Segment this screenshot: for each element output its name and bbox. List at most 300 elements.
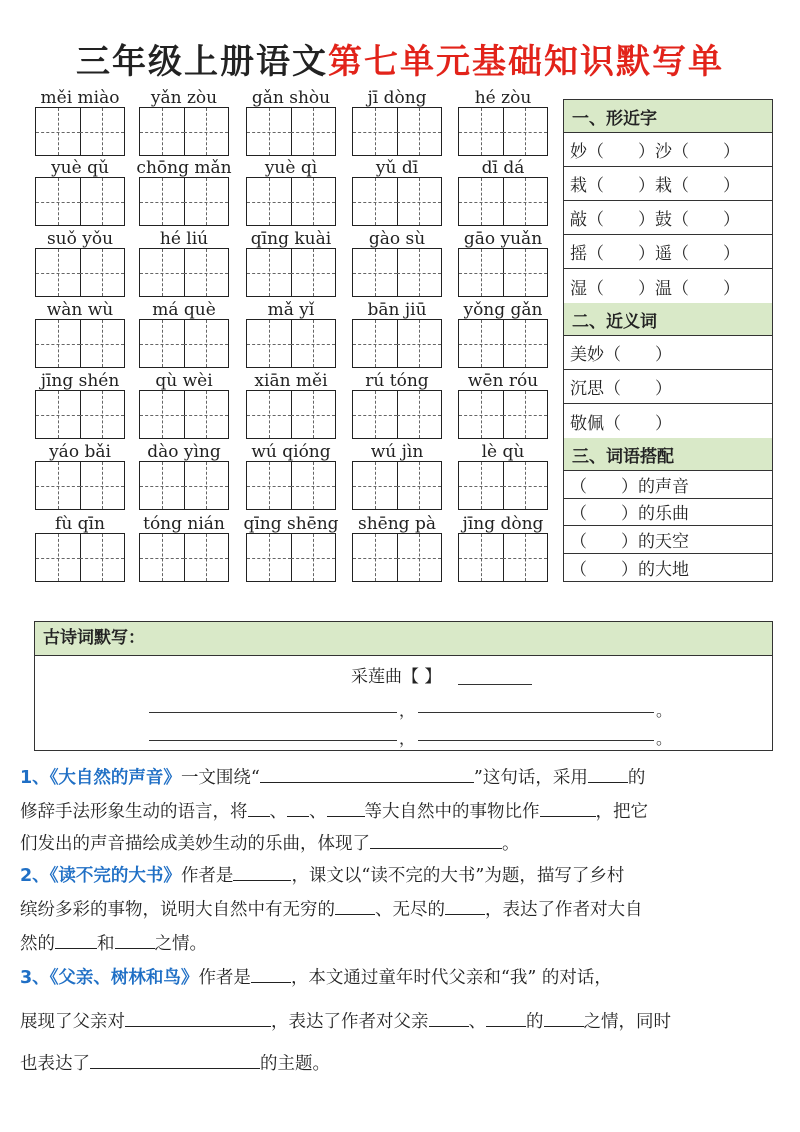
- writing-cell[interactable]: [291, 108, 335, 155]
- writing-cell[interactable]: [140, 462, 185, 509]
- poem-title-blank[interactable]: [458, 684, 532, 685]
- writing-cell[interactable]: [80, 391, 124, 438]
- writing-cell[interactable]: [291, 534, 335, 581]
- writing-cell[interactable]: [247, 320, 292, 367]
- writing-box[interactable]: [246, 248, 336, 297]
- pinyin-label: xiān měi: [254, 371, 328, 391]
- grid-guide: [36, 202, 80, 203]
- writing-cell[interactable]: [184, 178, 228, 225]
- pinyin-label: qīng kuài: [250, 229, 332, 249]
- grid-guide: [291, 415, 335, 416]
- q2-blank-infinite[interactable]: [335, 896, 375, 915]
- grid-guide: [247, 132, 291, 133]
- writing-cell[interactable]: [503, 391, 547, 438]
- writing-box[interactable]: [35, 248, 125, 297]
- grid-guide: [459, 415, 503, 416]
- q2-text: 缤纷多彩的事物，说明大自然中有无穷的: [20, 900, 335, 920]
- writing-box[interactable]: [35, 461, 125, 510]
- writing-cell[interactable]: [353, 178, 398, 225]
- writing-cell[interactable]: [80, 462, 124, 509]
- similar-char-row[interactable]: 妙（ ）沙（ ）: [564, 133, 772, 167]
- right-table: [563, 99, 773, 582]
- writing-cell[interactable]: [140, 178, 185, 225]
- grid-guide: [291, 132, 335, 133]
- writing-cell[interactable]: [247, 178, 292, 225]
- writing-box[interactable]: [35, 177, 125, 226]
- grid-guide: [140, 486, 184, 487]
- writing-cell[interactable]: [80, 108, 124, 155]
- writing-cell[interactable]: [353, 249, 398, 296]
- word-match-row[interactable]: （ ）的乐曲: [564, 499, 772, 527]
- grid-guide: [36, 486, 80, 487]
- q1-blank-thing-1[interactable]: [248, 798, 270, 817]
- writing-cell[interactable]: [291, 178, 335, 225]
- grid-guide: [80, 558, 124, 559]
- writing-cell[interactable]: [140, 391, 185, 438]
- grid-guide: [247, 558, 291, 559]
- pinyin-label: bān jiū: [367, 300, 427, 320]
- q1-blank-thing-2[interactable]: [287, 798, 309, 817]
- writing-box[interactable]: [139, 177, 229, 226]
- grid-guide: [353, 344, 397, 345]
- question-1-number: 1、: [20, 768, 50, 788]
- grid-guide: [140, 558, 184, 559]
- grid-guide: [397, 415, 441, 416]
- grid-guide: [503, 558, 547, 559]
- grid-guide: [36, 273, 80, 274]
- grid-guide: [36, 415, 80, 416]
- similar-char-row[interactable]: 敲（ ）鼓（ ）: [564, 201, 772, 235]
- writing-cell[interactable]: [140, 108, 185, 155]
- q2-text: 然的: [20, 934, 55, 954]
- grid-guide: [397, 202, 441, 203]
- grid-guide: [353, 415, 397, 416]
- writing-cell[interactable]: [140, 249, 185, 296]
- grid-guide: [291, 486, 335, 487]
- writing-box[interactable]: [35, 107, 125, 156]
- writing-cell[interactable]: [36, 249, 81, 296]
- section-synonyms-title: 二、近义词: [564, 303, 772, 336]
- writing-box[interactable]: [35, 533, 125, 582]
- q1-blank-compare[interactable]: [540, 798, 596, 817]
- q1-text: 的: [627, 768, 646, 788]
- writing-cell[interactable]: [184, 534, 228, 581]
- writing-cell[interactable]: [503, 178, 547, 225]
- writing-cell[interactable]: [459, 391, 504, 438]
- pinyin-label: jīng dòng: [462, 514, 544, 534]
- writing-cell[interactable]: [397, 178, 441, 225]
- pinyin-label: shēng pà: [358, 514, 436, 534]
- writing-box[interactable]: [458, 533, 548, 582]
- pinyin-label: yǔ dī: [375, 158, 419, 178]
- grid-guide: [503, 132, 547, 133]
- question-2-title: 《读不完的大书》: [49, 866, 181, 886]
- question-3-line-3: [20, 1050, 790, 1075]
- pinyin-label: měi miào: [40, 88, 120, 108]
- section-word-match-title: 三、词语搭配: [564, 438, 772, 471]
- synonym-row[interactable]: 沉思（ ）: [564, 370, 772, 404]
- writing-box[interactable]: [139, 533, 229, 582]
- pinyin-label: qīng shēng: [243, 514, 339, 534]
- pinyin-label: hé zòu: [474, 88, 532, 108]
- grid-guide: [397, 344, 441, 345]
- pinyin-label: tóng nián: [143, 514, 225, 534]
- q2-blank-author[interactable]: [233, 862, 291, 881]
- pinyin-label: wēn róu: [467, 371, 539, 391]
- writing-cell[interactable]: [503, 108, 547, 155]
- writing-cell[interactable]: [36, 320, 81, 367]
- grid-guide: [184, 273, 228, 274]
- writing-cell[interactable]: [353, 108, 398, 155]
- grid-guide: [397, 273, 441, 274]
- pinyin-label: má què: [152, 300, 216, 320]
- pinyin-label: dī dá: [481, 158, 525, 178]
- grid-guide: [353, 202, 397, 203]
- pinyin-label: gào sù: [368, 229, 426, 249]
- grid-guide: [353, 273, 397, 274]
- grid-guide: [459, 132, 503, 133]
- writing-box[interactable]: [139, 461, 229, 510]
- writing-box[interactable]: [458, 461, 548, 510]
- writing-box[interactable]: [246, 177, 336, 226]
- pinyin-label: dào yìng: [147, 442, 221, 462]
- word-match-row[interactable]: （ ）的大地: [570, 559, 689, 580]
- writing-box[interactable]: [139, 107, 229, 156]
- q1-text: 等大自然中的事物比作: [364, 802, 540, 822]
- writing-cell[interactable]: [503, 462, 547, 509]
- pinyin-label: suǒ yǒu: [46, 229, 114, 249]
- pinyin-label: gǎn shòu: [251, 88, 331, 108]
- q1-text: 。: [502, 834, 520, 854]
- title-red: 第七单元基础知识默写单: [328, 42, 724, 82]
- question-1-line-2: [20, 798, 790, 823]
- q2-blank-feeling-2[interactable]: [115, 930, 155, 949]
- pinyin-label: chōng mǎn: [136, 158, 232, 178]
- grid-guide: [140, 273, 184, 274]
- grid-guide: [397, 486, 441, 487]
- word-match-row[interactable]: （ ）的天空: [564, 526, 772, 554]
- pinyin-label: gāo yuǎn: [463, 229, 543, 249]
- q2-text: ，表达了作者对大自: [485, 900, 643, 920]
- q3-text: ，表达了作者对父亲: [271, 1012, 429, 1032]
- writing-cell[interactable]: [36, 178, 81, 225]
- pinyin-label: yáo bǎi: [49, 442, 111, 462]
- pinyin-label: hé liú: [159, 229, 209, 249]
- grid-guide: [459, 486, 503, 487]
- q3-text: 也表达了: [20, 1054, 90, 1074]
- synonym-row[interactable]: 美妙（ ）: [564, 336, 772, 370]
- writing-cell[interactable]: [247, 108, 292, 155]
- writing-cell[interactable]: [291, 320, 335, 367]
- writing-cell[interactable]: [80, 178, 124, 225]
- q1-text: 一文围绕“: [180, 768, 260, 788]
- pinyin-label: yuè qì: [264, 158, 318, 178]
- poem-line-2a-blank[interactable]: [149, 740, 397, 741]
- writing-cell[interactable]: [353, 462, 398, 509]
- q2-blank-feeling-1[interactable]: [55, 930, 97, 949]
- q2-blank-endless[interactable]: [445, 896, 485, 915]
- q3-text: 、: [468, 1012, 486, 1032]
- grid-guide: [397, 558, 441, 559]
- writing-cell[interactable]: [184, 320, 228, 367]
- q1-blank-thing-3[interactable]: [327, 798, 365, 817]
- q3-blank-feeling-3[interactable]: [544, 1008, 584, 1027]
- question-3-number: 3、: [20, 968, 50, 988]
- writing-cell[interactable]: [397, 534, 441, 581]
- writing-box[interactable]: [35, 319, 125, 368]
- q2-text: 和: [97, 934, 115, 954]
- grid-guide: [80, 273, 124, 274]
- q3-text: 展现了父亲对: [20, 1012, 125, 1032]
- grid-guide: [36, 344, 80, 345]
- grid-guide: [459, 273, 503, 274]
- grid-guide: [247, 202, 291, 203]
- writing-cell[interactable]: [247, 249, 292, 296]
- writing-cell[interactable]: [459, 178, 504, 225]
- poem-header: 古诗词默写：: [35, 622, 772, 656]
- grid-guide: [247, 415, 291, 416]
- writing-cell[interactable]: [80, 534, 124, 581]
- q3-text: 之情，同时: [583, 1012, 671, 1032]
- writing-cell[interactable]: [353, 391, 398, 438]
- poem-period-1: 。: [656, 701, 673, 720]
- writing-cell[interactable]: [459, 249, 504, 296]
- q2-text: ，课文以“读不完的大书”为题，描写了乡村: [291, 866, 625, 886]
- writing-cell[interactable]: [36, 108, 81, 155]
- question-2-line-1: [20, 862, 790, 887]
- q2-text: 之情。: [154, 934, 207, 954]
- grid-guide: [184, 558, 228, 559]
- question-3-title: 《父亲、树林和鸟》: [49, 968, 199, 988]
- writing-cell[interactable]: [459, 462, 504, 509]
- grid-guide: [459, 558, 503, 559]
- writing-cell[interactable]: [397, 391, 441, 438]
- question-3-line-2: [20, 1008, 790, 1033]
- grid-guide: [459, 344, 503, 345]
- question-1-line-1: [20, 764, 790, 789]
- title-black: 三年级上册语文: [76, 42, 328, 82]
- writing-cell[interactable]: [353, 534, 398, 581]
- grid-guide: [503, 415, 547, 416]
- poem-section: [34, 621, 773, 751]
- writing-box[interactable]: [246, 533, 336, 582]
- q3-blank-feeling-1[interactable]: [429, 1008, 469, 1027]
- writing-box[interactable]: [246, 107, 336, 156]
- pinyin-label: lè qù: [481, 442, 525, 462]
- writing-box[interactable]: [352, 319, 442, 368]
- writing-cell[interactable]: [247, 534, 292, 581]
- grid-guide: [140, 202, 184, 203]
- pinyin-label: rú tóng: [365, 371, 429, 391]
- writing-box[interactable]: [352, 533, 442, 582]
- writing-cell[interactable]: [397, 108, 441, 155]
- writing-cell[interactable]: [291, 249, 335, 296]
- pinyin-label: yǎn zòu: [150, 88, 218, 108]
- q1-blank-sentence[interactable]: [260, 764, 474, 783]
- writing-box[interactable]: [458, 390, 548, 439]
- grid-guide: [184, 132, 228, 133]
- poem-title: 采莲曲【 】: [351, 667, 442, 687]
- pinyin-label: wàn wù: [46, 300, 114, 320]
- grid-guide: [140, 132, 184, 133]
- similar-chars-list: [564, 133, 772, 303]
- grid-guide: [80, 486, 124, 487]
- q3-blank-show[interactable]: [125, 1008, 271, 1027]
- question-1-line-3: [20, 830, 790, 855]
- q1-text: 、: [309, 802, 327, 822]
- pinyin-label: fù qīn: [55, 514, 105, 534]
- pinyin-label: jīng shén: [40, 371, 120, 391]
- q3-blank-feeling-2[interactable]: [486, 1008, 526, 1027]
- section-similar-chars-title: 一、形近字: [564, 100, 772, 133]
- q2-text: 、无尽的: [375, 900, 445, 920]
- question-2-line-2: [20, 896, 790, 921]
- grid-guide: [291, 344, 335, 345]
- grid-guide: [184, 415, 228, 416]
- writing-cell[interactable]: [291, 391, 335, 438]
- q1-text: 修辞手法形象生动的语言，将: [20, 802, 248, 822]
- grid-guide: [184, 344, 228, 345]
- q3-text: ，本文通过童年时代父亲和“我” 的对话，: [290, 968, 612, 988]
- writing-cell[interactable]: [503, 320, 547, 367]
- q3-blank-theme[interactable]: [90, 1050, 260, 1069]
- writing-cell[interactable]: [397, 249, 441, 296]
- writing-cell[interactable]: [80, 320, 124, 367]
- grid-guide: [36, 132, 80, 133]
- writing-cell[interactable]: [459, 108, 504, 155]
- pinyin-label: yuè qǔ: [51, 158, 109, 178]
- page-title: [0, 34, 800, 83]
- writing-box[interactable]: [139, 248, 229, 297]
- grid-guide: [80, 415, 124, 416]
- pinyin-label: wú jìn: [370, 442, 424, 462]
- poem-comma-2: ，: [399, 729, 416, 748]
- writing-cell[interactable]: [36, 391, 81, 438]
- writing-cell[interactable]: [459, 534, 504, 581]
- grid-guide: [36, 558, 80, 559]
- q3-text: 作者是: [198, 968, 251, 988]
- writing-box[interactable]: [458, 248, 548, 297]
- poem-line-1a-blank[interactable]: [149, 712, 397, 713]
- writing-cell[interactable]: [184, 462, 228, 509]
- poem-line-1b-blank[interactable]: [418, 712, 654, 713]
- writing-box[interactable]: [35, 390, 125, 439]
- writing-cell[interactable]: [503, 534, 547, 581]
- writing-cell[interactable]: [353, 320, 398, 367]
- grid-guide: [80, 344, 124, 345]
- q1-blank-reflect[interactable]: [370, 830, 502, 849]
- synonym-row[interactable]: 敬佩（ ）: [570, 413, 672, 434]
- grid-guide: [503, 273, 547, 274]
- writing-box[interactable]: [352, 248, 442, 297]
- q2-text: 作者是: [180, 866, 234, 886]
- q1-blank-rhetoric[interactable]: [588, 764, 628, 783]
- writing-cell[interactable]: [291, 462, 335, 509]
- writing-cell[interactable]: [397, 320, 441, 367]
- grid-guide: [140, 415, 184, 416]
- pinyin-label: yǒng gǎn: [463, 300, 543, 320]
- poem-period-2: 。: [656, 729, 673, 748]
- q1-text: ，把它: [595, 802, 648, 822]
- grid-guide: [80, 202, 124, 203]
- writing-box[interactable]: [139, 390, 229, 439]
- writing-box[interactable]: [458, 319, 548, 368]
- writing-box[interactable]: [352, 461, 442, 510]
- q1-text: ”这句话，采用: [473, 768, 588, 788]
- grid-guide: [503, 344, 547, 345]
- grid-guide: [80, 132, 124, 133]
- grid-guide: [353, 132, 397, 133]
- writing-cell[interactable]: [36, 534, 81, 581]
- writing-cell[interactable]: [459, 320, 504, 367]
- grid-guide: [291, 558, 335, 559]
- writing-box[interactable]: [139, 319, 229, 368]
- q1-text: 、: [269, 802, 287, 822]
- writing-cell[interactable]: [36, 462, 81, 509]
- poem-comma-1: ，: [399, 701, 416, 720]
- question-1-title: 《大自然的声音》: [49, 768, 181, 788]
- writing-cell[interactable]: [140, 320, 185, 367]
- grid-guide: [353, 486, 397, 487]
- writing-cell[interactable]: [184, 249, 228, 296]
- grid-guide: [184, 202, 228, 203]
- writing-cell[interactable]: [247, 391, 292, 438]
- grid-guide: [291, 273, 335, 274]
- poem-line-2b-blank[interactable]: [418, 740, 654, 741]
- grid-guide: [247, 273, 291, 274]
- pinyin-label: wú qióng: [251, 442, 331, 462]
- writing-cell[interactable]: [503, 249, 547, 296]
- writing-cell[interactable]: [184, 391, 228, 438]
- writing-cell[interactable]: [397, 462, 441, 509]
- synonyms-list: [564, 336, 772, 438]
- q1-text: 们发出的声音描绘成美妙生动的乐曲，体现了: [20, 834, 370, 854]
- q3-text: 的主题。: [260, 1054, 330, 1074]
- writing-cell[interactable]: [140, 534, 185, 581]
- writing-cell[interactable]: [247, 462, 292, 509]
- writing-box[interactable]: [246, 461, 336, 510]
- grid-guide: [459, 202, 503, 203]
- q3-blank-author[interactable]: [251, 964, 291, 983]
- writing-box[interactable]: [352, 177, 442, 226]
- grid-guide: [397, 132, 441, 133]
- similar-char-row[interactable]: 栽（ ）栽（ ）: [564, 167, 772, 201]
- word-match-row[interactable]: （ ）的声音: [564, 471, 772, 499]
- pinyin-label: mǎ yǐ: [267, 300, 315, 320]
- q3-text: 的: [526, 1012, 544, 1032]
- question-3-line-1: [20, 964, 790, 989]
- grid-guide: [353, 558, 397, 559]
- writing-box[interactable]: [246, 319, 336, 368]
- grid-guide: [503, 486, 547, 487]
- writing-box[interactable]: [352, 107, 442, 156]
- writing-box[interactable]: [352, 390, 442, 439]
- similar-char-row[interactable]: 摇（ ）遥（ ）: [564, 235, 772, 269]
- similar-char-row[interactable]: 湿（ ）温（ ）: [570, 278, 740, 299]
- writing-cell[interactable]: [184, 108, 228, 155]
- pinyin-label: jī dòng: [367, 88, 427, 108]
- writing-box[interactable]: [246, 390, 336, 439]
- writing-box[interactable]: [458, 107, 548, 156]
- grid-guide: [140, 344, 184, 345]
- word-match-list: [564, 471, 772, 581]
- grid-guide: [247, 344, 291, 345]
- writing-cell[interactable]: [80, 249, 124, 296]
- writing-box[interactable]: [458, 177, 548, 226]
- pinyin-label: qù wèi: [155, 371, 213, 391]
- grid-guide: [184, 486, 228, 487]
- grid-guide: [247, 486, 291, 487]
